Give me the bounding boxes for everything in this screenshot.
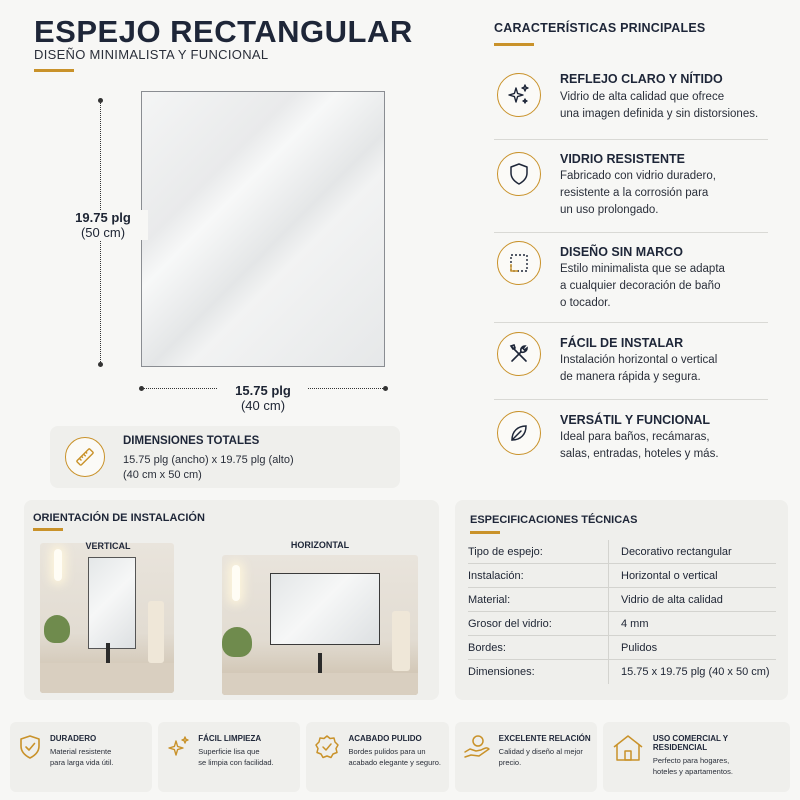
benefit-item: USO COMERCIAL Y RESIDENCIAL Perfecto para hogares, hoteles y apartamentos. xyxy=(603,722,790,792)
sparkle-icon xyxy=(497,73,541,117)
total-dimensions-line2: (40 cm x 50 cm) xyxy=(123,469,202,481)
divider xyxy=(494,139,768,140)
benefit-item: DURADERO Material resistente para larga vida útil. xyxy=(10,722,152,792)
shield-icon xyxy=(497,152,541,196)
orientation-underline xyxy=(33,528,63,531)
feature-text: Fabricado con vidrio duradero, resistente a la corrosión para un uso prolongado. xyxy=(560,170,716,216)
feature-title: DISEÑO SIN MARCO xyxy=(560,245,683,259)
feature-text: Instalación horizontal o vertical de manera rápida y segura. xyxy=(560,354,718,383)
feature-title: REFLEJO CLARO Y NÍTIDO xyxy=(560,72,723,86)
spec-row: Bordes: Pulidos xyxy=(468,636,776,660)
spec-row: Material: Vidrio de alta calidad xyxy=(468,588,776,612)
divider xyxy=(494,232,768,233)
height-label: 19.75 plg (50 cm) xyxy=(58,210,148,240)
feature-title: VIDRIO RESISTENTE xyxy=(560,152,686,166)
sparkle-icon xyxy=(166,734,190,760)
divider xyxy=(494,399,768,400)
width-label: 15.75 plg (40 cm) xyxy=(218,383,308,413)
mirror-illustration xyxy=(141,91,385,367)
benefit-item: EXCELENTE RELACIÓN Calidad y diseño al mejor precio. xyxy=(455,722,597,792)
badge-check-icon xyxy=(314,734,340,760)
shield-check-icon xyxy=(18,734,42,760)
feature-text: Estilo minimalista que se adapta a cualquier decoración de baño o tocador. xyxy=(560,263,725,309)
features-underline xyxy=(494,43,534,46)
horizontal-label: HORIZONTAL xyxy=(290,540,350,550)
dimension-dot xyxy=(139,386,144,391)
spec-row: Dimensiones: 15.75 x 19.75 plg (40 x 50 cm) xyxy=(468,660,776,684)
frameless-icon xyxy=(497,241,541,285)
total-dimensions-line1: 15.75 plg (ancho) x 19.75 plg (alto) xyxy=(123,454,294,466)
horizontal-install-photo xyxy=(222,555,418,695)
specs-heading: ESPECIFICACIONES TÉCNICAS xyxy=(470,514,638,526)
divider xyxy=(494,322,768,323)
page-title: ESPEJO RECTANGULAR xyxy=(34,14,413,49)
spec-row: Grosor del vidrio: 4 mm xyxy=(468,612,776,636)
dimension-dot xyxy=(98,362,103,367)
feature-title: FÁCIL DE INSTALAR xyxy=(560,336,684,350)
dimension-dot xyxy=(98,98,103,103)
orientation-heading: ORIENTACIÓN DE INSTALACIÓN xyxy=(33,512,205,524)
specs-underline xyxy=(470,531,500,534)
house-icon xyxy=(611,734,645,762)
leaf-icon xyxy=(497,411,541,455)
ruler-icon xyxy=(65,437,105,477)
title-underline xyxy=(34,69,74,72)
page-subtitle: DISEÑO MINIMALISTA Y FUNCIONAL xyxy=(34,47,269,62)
feature-title: VERSÁTIL Y FUNCIONAL xyxy=(560,413,711,427)
spec-row: Instalación: Horizontal o vertical xyxy=(468,564,776,588)
total-dimensions-card xyxy=(50,426,400,488)
benefit-item: FÁCIL LIMPIEZA Superficie lisa que se limpia con facilidad. xyxy=(158,722,300,792)
total-dimensions-title: DIMENSIONES TOTALES xyxy=(123,435,260,447)
hand-coin-icon xyxy=(463,734,491,760)
feature-text: Ideal para baños, recámaras, salas, entradas, hoteles y más. xyxy=(560,431,719,460)
benefit-item: ACABADO PULIDO Bordes pulidos para un acabado elegante y seguro. xyxy=(306,722,448,792)
vertical-install-photo xyxy=(40,543,174,693)
spec-row: Tipo de espejo: Decorativo rectangular xyxy=(468,540,776,564)
feature-text: Vidrio de alta calidad que ofrece una imagen definida y sin distorsiones. xyxy=(560,91,759,120)
tools-icon xyxy=(497,332,541,376)
vertical-label: VERTICAL xyxy=(85,541,131,551)
dimension-dot xyxy=(383,386,388,391)
features-heading: CARACTERÍSTICAS PRINCIPALES xyxy=(494,21,706,35)
benefits-strip xyxy=(10,722,790,792)
